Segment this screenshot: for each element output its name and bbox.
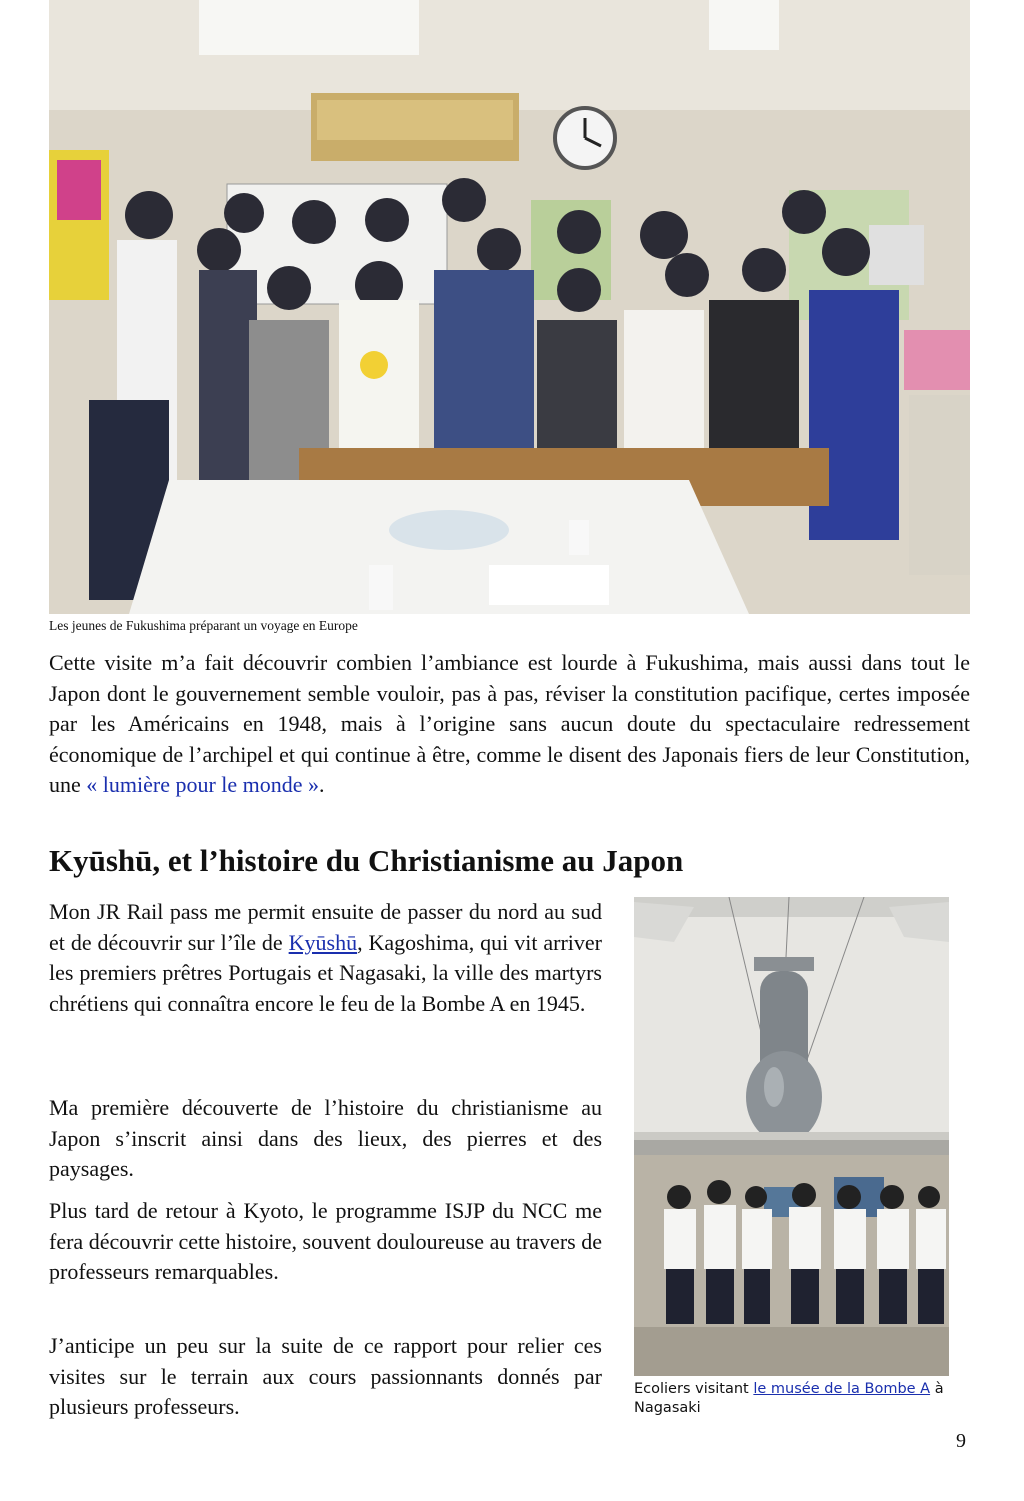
paragraph-kyoto: Plus tard de retour à Kyoto, le programme ISJP du NCC me fera découvrir cette histoire, souvent douloureuse au travers de professeurs remarquables. [49, 1198, 602, 1285]
caption-bomb-before: Ecoliers visitant [634, 1381, 754, 1397]
kyushu-link[interactable]: Kyūshū [288, 929, 358, 955]
paragraph-kyushu [49, 897, 602, 1019]
page-number: 9 [956, 1430, 966, 1452]
p1-text-after: , Kagoshima, qui vit arriver les premiers prêtres Portugais et Nagasaki, la ville des martyrs chrétiens qui connaîtra encore le feu de la Bombe A en 1945. [49, 929, 602, 1016]
quote-link[interactable]: « lumière pour le monde » [86, 772, 320, 798]
intro-paragraph [49, 648, 970, 801]
paragraph-discovery: Ma première découverte de l’histoire du christianisme au Japon s’inscrit ainsi dans des lieux, des pierres et des paysages. [49, 1095, 602, 1182]
museum-photo [634, 897, 949, 1376]
paragraph-anticipate: J’anticipe un peu sur la suite de ce rapport pour relier ces visites sur le terrain aux cours passionnants donnés par plusieurs professeurs. [49, 1333, 602, 1420]
p1-text-before: Mon JR Rail pass me permit ensuite de passer du nord au sud et de découvrir sur l’île de [49, 899, 602, 955]
section-heading: Kyūshū, et l’histoire du Christianisme au Japon [49, 843, 684, 878]
group-photo [49, 0, 970, 614]
caption-bomb-after: à Nagasaki [634, 1381, 944, 1416]
photo-caption: Les jeunes de Fukushima préparant un voyage en Europe [49, 618, 358, 633]
bomb-museum-link[interactable]: le musée de la Bombe A [753, 1381, 931, 1397]
intro-end: . [319, 772, 325, 798]
intro-text: Cette visite m’a fait découvrir combien l’ambiance est lourde à Fukushima, mais aussi dans tout le Japon dont le gouvernement semble vouloir, pas à pas, réviser la constitution pacifique, certes imposée par les Américains en 1948, mais à l’origine sans aucun doute du spectaculaire redressement économique de l’archipel et qui continue à être, comme le disent des Japonais fiers de leur Constitution, une [49, 650, 970, 798]
museum-caption [634, 1380, 964, 1418]
